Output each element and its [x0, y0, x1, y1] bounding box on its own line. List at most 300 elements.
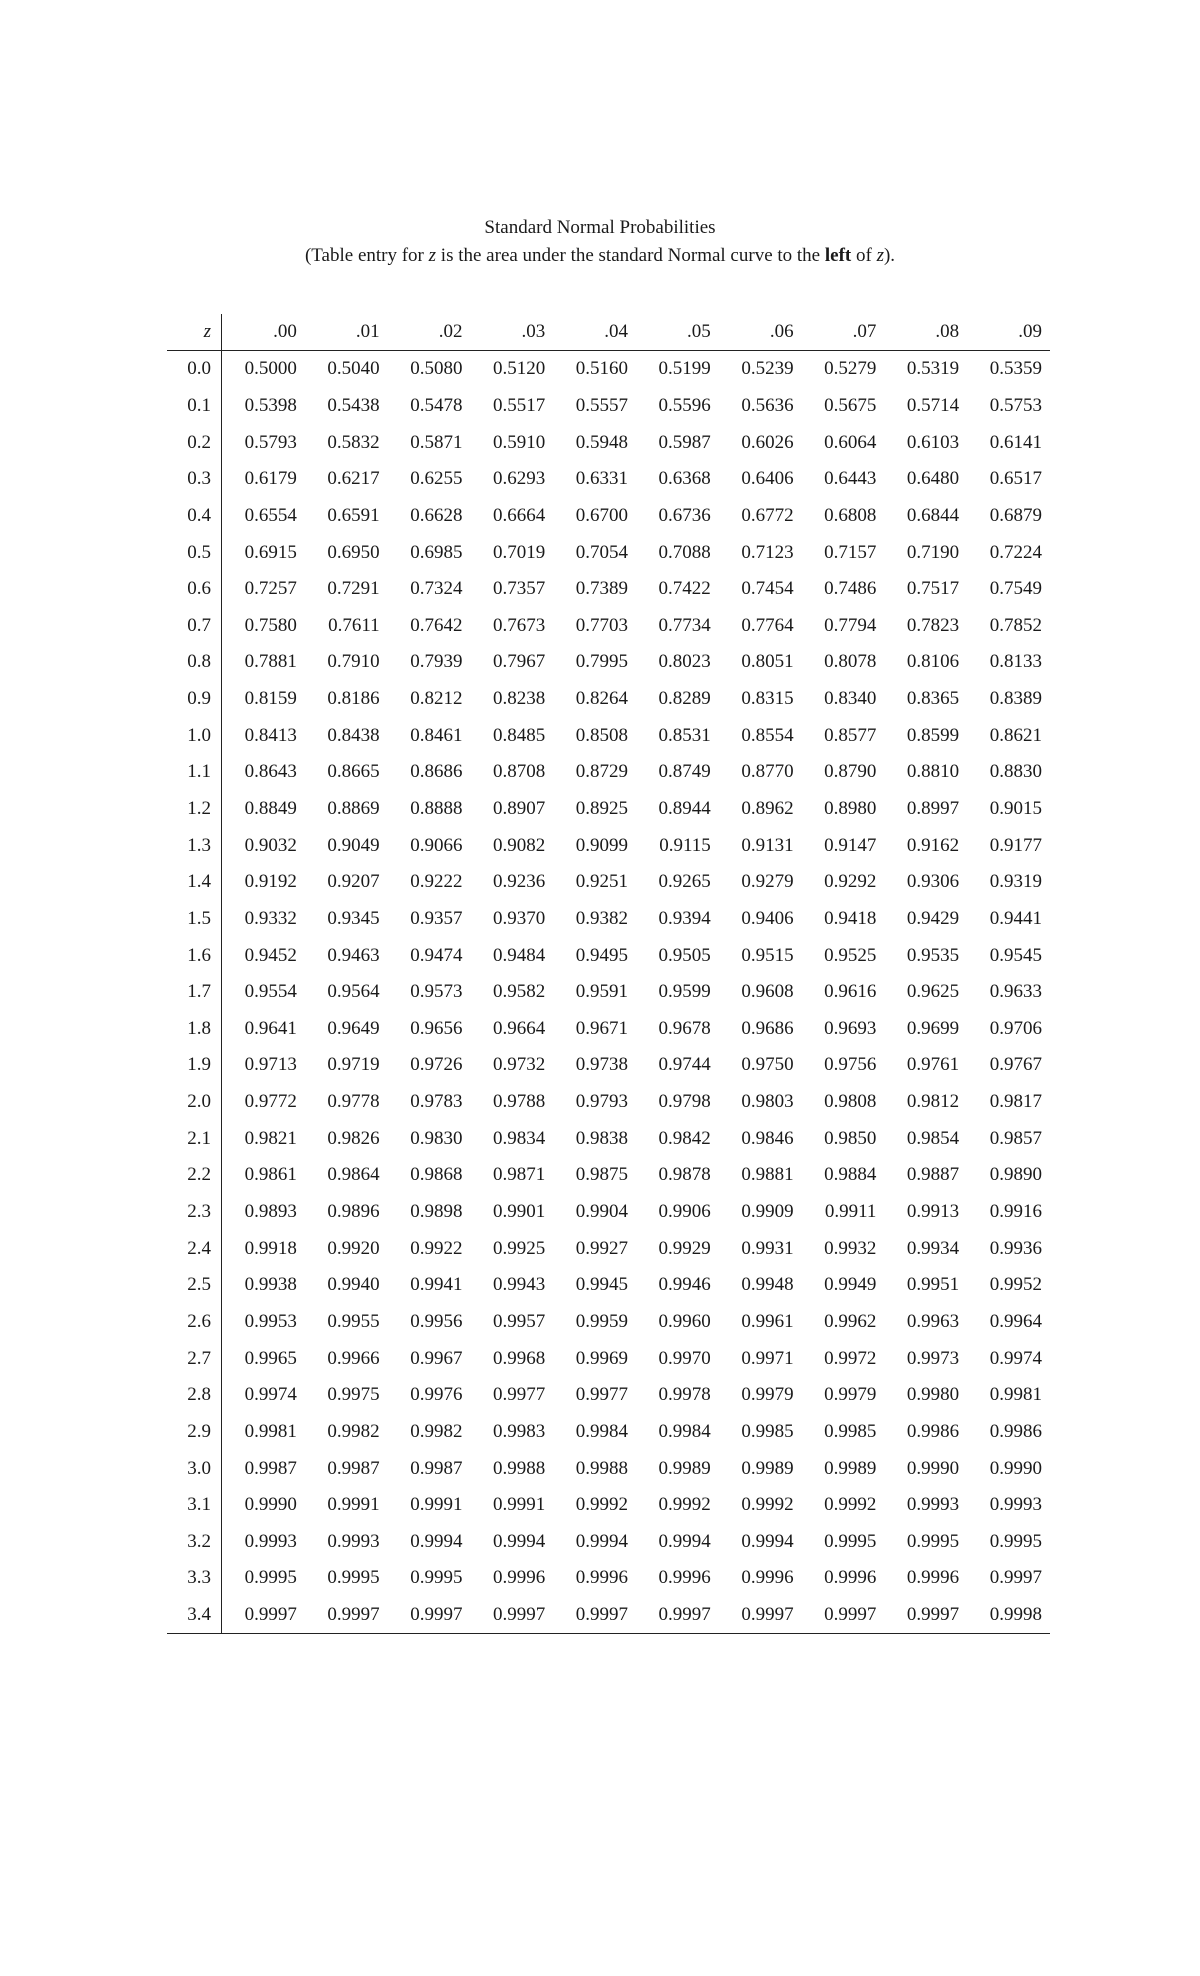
probability-cell: 0.6255	[410, 468, 463, 490]
probability-cell: 0.5478	[410, 394, 463, 416]
probability-cell: 0.9222	[410, 871, 463, 893]
table-row	[167, 1597, 1050, 1634]
table-row	[167, 644, 1050, 681]
table-row	[167, 1340, 1050, 1377]
probability-cell: 0.9678	[658, 1017, 711, 1039]
table-row	[167, 681, 1050, 718]
probability-cell: 0.9162	[906, 834, 960, 856]
probability-cell: 0.8159	[244, 688, 297, 710]
probability-cell: 0.7454	[741, 578, 794, 600]
probability-cell: 0.8621	[989, 724, 1042, 746]
probability-cell: 0.9686	[741, 1017, 794, 1039]
subtitle-prefix: (Table entry for	[304, 245, 429, 266]
probability-cell: 0.7580	[244, 614, 297, 636]
probability-cell: 0.9962	[824, 1310, 877, 1332]
probability-cell: 0.9292	[824, 871, 877, 893]
table-row	[167, 1157, 1050, 1194]
probability-cell: 0.9854	[906, 1127, 960, 1149]
probability-cell: 0.9990	[989, 1457, 1042, 1479]
probability-cell: 0.9664	[492, 1017, 546, 1039]
probability-cell: 0.9357	[410, 907, 463, 929]
probability-cell: 0.9767	[989, 1054, 1042, 1076]
probability-cell: 0.8106	[906, 651, 960, 673]
probability-cell: 0.6591	[327, 504, 380, 526]
probability-cell: 0.9957	[492, 1310, 546, 1332]
probability-cell: 0.9981	[244, 1420, 297, 1442]
probability-cell: 0.9474	[410, 944, 463, 966]
probability-cell: 0.9878	[658, 1164, 711, 1186]
probability-cell: 0.8665	[327, 761, 380, 783]
probability-cell: 0.9993	[906, 1494, 960, 1516]
probability-cell: 0.5080	[410, 358, 463, 380]
probability-cell: 0.9850	[824, 1127, 877, 1149]
z-value-cell: 0.7	[167, 607, 222, 644]
probability-cell: 0.9906	[658, 1201, 711, 1223]
probability-cell: 0.6368	[658, 468, 711, 490]
probability-cell: 0.5675	[824, 394, 877, 416]
probability-cell: 0.9996	[575, 1567, 629, 1589]
probability-cell: 0.7422	[658, 578, 711, 600]
probability-cell: 0.8907	[492, 798, 546, 819]
probability-cell: 0.9996	[658, 1567, 711, 1589]
probability-cell: 0.9719	[327, 1054, 380, 1076]
probability-cell: 0.9382	[575, 907, 629, 929]
probability-cell: 0.8925	[575, 798, 629, 819]
column-header: .07	[802, 314, 885, 351]
subtitle-middle: is the area under the standard Normal curve to the	[436, 245, 825, 266]
probability-cell: 0.9987	[244, 1457, 297, 1479]
probability-cell: 0.9893	[244, 1201, 297, 1223]
probability-cell: 0.6985	[410, 541, 463, 563]
probability-cell: 0.9984	[575, 1420, 629, 1442]
probability-cell: 0.9898	[410, 1201, 463, 1223]
z-value-cell: 3.4	[167, 1597, 222, 1634]
table-row	[167, 1084, 1050, 1121]
probability-cell: 0.8810	[906, 761, 960, 783]
probability-cell: 0.9744	[658, 1054, 711, 1076]
probability-cell: 0.9505	[658, 944, 711, 966]
probability-cell: 0.5987	[658, 431, 711, 453]
probability-cell: 0.9868	[410, 1164, 463, 1186]
probability-cell: 0.5557	[575, 394, 629, 416]
table-row	[167, 461, 1050, 498]
probability-cell: 0.9732	[492, 1054, 546, 1076]
table-row	[167, 607, 1050, 644]
z-value-cell: 3.1	[167, 1487, 222, 1524]
probability-cell: 0.7291	[327, 578, 380, 600]
probability-cell: 0.9980	[906, 1384, 960, 1406]
probability-cell: 0.8051	[741, 651, 794, 673]
probability-cell: 0.9995	[906, 1530, 960, 1552]
z-value-cell: 2.7	[167, 1340, 222, 1377]
probability-cell: 0.9049	[327, 834, 380, 856]
probability-cell: 0.9515	[741, 944, 794, 966]
probability-cell: 0.6700	[575, 504, 629, 526]
table-body	[167, 351, 1050, 1634]
probability-cell: 0.9345	[327, 907, 380, 929]
probability-cell: 0.9803	[741, 1091, 794, 1113]
column-header: .05	[636, 314, 719, 351]
table-row	[167, 791, 1050, 828]
probability-cell: 0.5199	[658, 358, 711, 380]
column-header: .09	[967, 314, 1050, 351]
probability-cell: 0.9279	[741, 871, 794, 893]
probability-cell: 0.9976	[410, 1384, 463, 1406]
probability-cell: 0.9887	[906, 1164, 960, 1186]
table-row	[167, 1377, 1050, 1414]
probability-cell: 0.9429	[906, 907, 960, 929]
table-row	[167, 388, 1050, 425]
probability-cell: 0.8078	[824, 651, 877, 673]
column-header: .06	[719, 314, 802, 351]
probability-cell: 0.5714	[906, 394, 960, 416]
probability-cell: 0.5398	[244, 394, 297, 416]
probability-cell: 0.8729	[575, 761, 629, 783]
probability-cell: 0.9726	[410, 1054, 463, 1076]
header-row	[167, 314, 1050, 351]
probability-cell: 0.6517	[989, 468, 1042, 490]
probability-cell: 0.9788	[492, 1091, 546, 1113]
table-row	[167, 1560, 1050, 1597]
probability-cell: 0.9953	[244, 1310, 297, 1332]
probability-cell: 0.9993	[244, 1530, 297, 1552]
probability-cell: 0.9641	[244, 1017, 297, 1039]
probability-cell: 0.9821	[244, 1127, 297, 1149]
probability-cell: 0.9871	[492, 1164, 546, 1186]
page-title: Standard Normal Probabilities	[484, 217, 716, 238]
probability-cell: 0.9817	[989, 1091, 1042, 1113]
probability-cell: 0.7910	[327, 651, 380, 673]
probability-cell: 0.9991	[327, 1494, 380, 1516]
probability-cell: 0.9864	[327, 1164, 380, 1186]
z-value-cell: 3.0	[167, 1450, 222, 1487]
probability-cell: 0.9991	[410, 1494, 463, 1516]
z-value-cell: 1.0	[167, 717, 222, 754]
probability-cell: 0.9997	[388, 1597, 471, 1634]
probability-cell: 0.9995	[244, 1567, 297, 1589]
probability-cell: 0.6915	[244, 541, 297, 563]
probability-cell: 0.9978	[658, 1384, 711, 1406]
probability-cell: 0.9633	[989, 981, 1042, 1003]
probability-cell: 0.9983	[492, 1420, 546, 1442]
probability-cell: 0.9989	[658, 1457, 711, 1479]
probability-cell: 0.8438	[327, 724, 380, 746]
subtitle-variable-2: z	[876, 245, 884, 266]
probability-cell: 0.9990	[906, 1457, 960, 1479]
table-row	[167, 1011, 1050, 1048]
probability-cell: 0.9948	[741, 1274, 794, 1296]
table-row	[167, 717, 1050, 754]
probability-cell: 0.9997	[989, 1567, 1042, 1589]
probability-cell: 0.9452	[244, 944, 297, 966]
probability-cell: 0.9949	[824, 1274, 877, 1296]
probability-cell: 0.6736	[658, 504, 711, 526]
probability-cell: 0.9994	[410, 1530, 463, 1552]
probability-cell: 0.7190	[906, 541, 960, 563]
probability-cell: 0.8944	[658, 798, 711, 819]
probability-cell: 0.7088	[658, 541, 711, 563]
probability-cell: 0.8830	[989, 761, 1042, 783]
probability-cell: 0.9418	[824, 907, 877, 929]
probability-cell: 0.9535	[906, 944, 960, 966]
probability-cell: 0.9783	[410, 1091, 463, 1113]
probability-cell: 0.9066	[410, 834, 463, 856]
probability-cell: 0.7389	[575, 578, 629, 600]
table-row	[167, 534, 1050, 571]
probability-cell: 0.9192	[244, 871, 297, 893]
probability-cell: 0.9911	[824, 1201, 877, 1223]
probability-cell: 0.9554	[244, 981, 297, 1003]
probability-cell: 0.9996	[906, 1567, 960, 1589]
probability-cell: 0.9977	[575, 1384, 629, 1406]
probability-cell: 0.9861	[244, 1164, 297, 1186]
probability-cell: 0.9990	[244, 1494, 297, 1516]
probability-cell: 0.9994	[575, 1530, 629, 1552]
probability-cell: 0.9985	[824, 1420, 877, 1442]
table-row	[167, 1524, 1050, 1561]
probability-cell: 0.9115	[659, 834, 711, 856]
probability-cell: 0.5793	[244, 431, 297, 453]
probability-cell: 0.9996	[824, 1567, 877, 1589]
probability-cell: 0.5832	[327, 431, 380, 453]
z-value-cell: 1.2	[167, 791, 222, 828]
probability-cell: 0.8997	[906, 798, 960, 819]
probability-cell: 0.6950	[327, 541, 380, 563]
z-value-cell: 1.1	[167, 754, 222, 791]
table-row	[167, 901, 1050, 938]
table-row	[167, 571, 1050, 608]
table-row	[167, 1120, 1050, 1157]
probability-cell: 0.6443	[824, 468, 877, 490]
z-value-cell: 0.8	[167, 644, 222, 681]
table-row	[167, 1450, 1050, 1487]
table-row	[167, 498, 1050, 535]
probability-cell: 0.6217	[327, 468, 380, 490]
probability-cell: 0.8186	[327, 688, 380, 710]
z-value-cell: 1.4	[167, 864, 222, 901]
column-header: .08	[884, 314, 967, 351]
probability-cell: 0.9946	[658, 1274, 711, 1296]
subtitle-bold-word: left	[824, 245, 852, 266]
probability-cell: 0.9693	[824, 1017, 877, 1039]
probability-cell: 0.8212	[410, 688, 463, 710]
probability-cell: 0.9738	[575, 1054, 629, 1076]
probability-cell: 0.8962	[741, 798, 794, 819]
probability-cell: 0.5239	[741, 358, 794, 380]
probability-cell: 0.6554	[244, 504, 297, 526]
probability-cell: 0.6293	[492, 468, 546, 490]
column-header: .01	[305, 314, 388, 351]
probability-cell: 0.7486	[824, 578, 877, 600]
probability-cell: 0.9177	[989, 834, 1042, 856]
probability-cell: 0.9941	[410, 1274, 463, 1296]
normal-probability-table	[167, 314, 1050, 1634]
probability-cell: 0.8264	[575, 688, 629, 710]
probability-cell: 0.9649	[327, 1017, 380, 1039]
probability-cell: 0.7995	[575, 651, 629, 673]
probability-cell: 0.9332	[244, 907, 297, 929]
z-value-cell: 3.2	[167, 1524, 222, 1561]
table-row	[167, 974, 1050, 1011]
probability-cell: 0.7881	[244, 651, 297, 673]
probability-cell: 0.9131	[741, 834, 794, 856]
z-value-cell: 2.6	[167, 1304, 222, 1341]
table-row	[167, 937, 1050, 974]
subtitle-end: ).	[883, 245, 896, 266]
table-row	[167, 1487, 1050, 1524]
probability-cell: 0.9992	[658, 1494, 711, 1516]
probability-cell: 0.8980	[824, 798, 877, 819]
probability-cell: 0.9982	[327, 1420, 380, 1442]
probability-cell: 0.9834	[492, 1127, 546, 1149]
z-value-cell: 2.0	[167, 1084, 222, 1121]
probability-cell: 0.9306	[906, 871, 960, 893]
probability-cell: 0.8849	[244, 798, 297, 819]
probability-cell: 0.9955	[327, 1310, 380, 1332]
table-caption	[0, 214, 1200, 270]
probability-cell: 0.9993	[327, 1530, 380, 1552]
probability-cell: 0.9985	[741, 1420, 794, 1442]
probability-cell: 0.6480	[906, 468, 960, 490]
probability-cell: 0.9997	[884, 1597, 967, 1634]
probability-cell: 0.9945	[575, 1274, 629, 1296]
column-header: .00	[222, 314, 305, 351]
probability-cell: 0.8770	[741, 761, 794, 783]
z-value-cell: 2.9	[167, 1414, 222, 1451]
probability-cell: 0.8023	[658, 651, 711, 673]
probability-cell: 0.9988	[575, 1457, 629, 1479]
probability-cell: 0.9441	[989, 907, 1042, 929]
probability-cell: 0.9812	[906, 1091, 960, 1113]
probability-cell: 0.5438	[327, 394, 380, 416]
probability-cell: 0.7794	[824, 614, 877, 636]
probability-cell: 0.5359	[989, 358, 1042, 380]
probability-cell: 0.5910	[492, 431, 546, 453]
probability-cell: 0.9992	[741, 1494, 794, 1516]
probability-cell: 0.9995	[989, 1530, 1042, 1552]
probability-cell: 0.9599	[658, 981, 711, 1003]
probability-cell: 0.7123	[741, 541, 794, 563]
probability-cell: 0.9032	[244, 834, 297, 856]
probability-cell: 0.8315	[741, 688, 794, 710]
table-row	[167, 754, 1050, 791]
probability-cell: 0.5871	[410, 431, 463, 453]
probability-cell: 0.9969	[575, 1347, 629, 1369]
probability-cell: 0.9925	[492, 1237, 546, 1259]
probability-cell: 0.6064	[824, 431, 877, 453]
probability-cell: 0.9943	[492, 1274, 546, 1296]
probability-cell: 0.9830	[410, 1127, 463, 1149]
probability-cell: 0.8643	[244, 761, 297, 783]
probability-cell: 0.9842	[658, 1127, 711, 1149]
table-row	[167, 1267, 1050, 1304]
probability-cell: 0.7517	[906, 578, 960, 600]
probability-cell: 0.9956	[410, 1310, 463, 1332]
probability-cell: 0.9968	[492, 1347, 546, 1369]
probability-cell: 0.7823	[906, 614, 960, 636]
probability-cell: 0.9207	[327, 871, 380, 893]
probability-cell: 0.8686	[410, 761, 463, 783]
z-value-cell: 0.5	[167, 534, 222, 571]
probability-cell: 0.9994	[492, 1530, 546, 1552]
probability-cell: 0.5000	[244, 358, 297, 380]
probability-cell: 0.9960	[658, 1310, 711, 1332]
probability-cell: 0.9778	[327, 1091, 380, 1113]
probability-cell: 0.9525	[824, 944, 877, 966]
probability-cell: 0.9989	[741, 1457, 794, 1479]
probability-cell: 0.9932	[824, 1237, 877, 1259]
z-value-cell: 0.9	[167, 681, 222, 718]
probability-cell: 0.9977	[492, 1384, 546, 1406]
probability-cell: 0.9918	[244, 1237, 297, 1259]
probability-cell: 0.9981	[989, 1384, 1042, 1406]
probability-cell: 0.9951	[906, 1274, 960, 1296]
probability-cell: 0.9625	[906, 981, 960, 1003]
probability-cell: 0.9798	[658, 1091, 711, 1113]
probability-cell: 0.6844	[906, 504, 960, 526]
probability-cell: 0.7549	[989, 578, 1042, 600]
probability-cell: 0.9993	[989, 1494, 1042, 1516]
z-value-cell: 1.9	[167, 1047, 222, 1084]
probability-cell: 0.5279	[824, 358, 877, 380]
probability-cell: 0.6628	[410, 504, 463, 526]
probability-cell: 0.9406	[741, 907, 794, 929]
z-value-cell: 0.4	[167, 498, 222, 535]
subtitle-of: of	[851, 245, 877, 266]
probability-cell: 0.9994	[741, 1530, 794, 1552]
probability-cell: 0.9909	[741, 1201, 794, 1223]
probability-cell: 0.9963	[906, 1310, 960, 1332]
probability-cell: 0.8238	[492, 688, 546, 710]
probability-cell: 0.9997	[553, 1597, 636, 1634]
probability-cell: 0.9826	[327, 1127, 380, 1149]
probability-cell: 0.9929	[658, 1237, 711, 1259]
probability-cell: 0.7019	[492, 541, 546, 563]
probability-cell: 0.7224	[989, 541, 1042, 563]
probability-cell: 0.5040	[327, 358, 380, 380]
probability-cell: 0.9975	[327, 1384, 380, 1406]
probability-cell: 0.9904	[575, 1201, 629, 1223]
probability-cell: 0.6026	[741, 431, 794, 453]
probability-cell: 0.9901	[492, 1201, 546, 1223]
probability-cell: 0.9394	[658, 907, 711, 929]
probability-cell: 0.9995	[327, 1567, 380, 1589]
probability-cell: 0.9934	[906, 1237, 960, 1259]
table-row	[167, 424, 1050, 461]
probability-cell: 0.9370	[492, 907, 546, 929]
table-row	[167, 1047, 1050, 1084]
probability-cell: 0.6808	[824, 504, 877, 526]
probability-cell: 0.9972	[824, 1347, 877, 1369]
probability-cell: 0.9967	[410, 1347, 463, 1369]
probability-cell: 0.8461	[410, 724, 463, 746]
probability-cell: 0.9992	[824, 1494, 877, 1516]
probability-cell: 0.6879	[989, 504, 1042, 526]
probability-cell: 0.7967	[492, 651, 546, 673]
probability-cell: 0.9997	[719, 1597, 802, 1634]
z-value-cell: 2.1	[167, 1120, 222, 1157]
probability-cell: 0.8340	[824, 688, 877, 710]
probability-cell: 0.8749	[658, 761, 711, 783]
probability-cell: 0.9881	[741, 1164, 794, 1186]
probability-cell: 0.9147	[824, 834, 877, 856]
probability-cell: 0.9986	[906, 1420, 960, 1442]
z-value-cell: 0.0	[167, 351, 222, 388]
z-value-cell: 0.2	[167, 424, 222, 461]
probability-cell: 0.9989	[824, 1457, 877, 1479]
probability-cell: 0.7611	[328, 614, 380, 636]
probability-cell: 0.9996	[741, 1567, 794, 1589]
